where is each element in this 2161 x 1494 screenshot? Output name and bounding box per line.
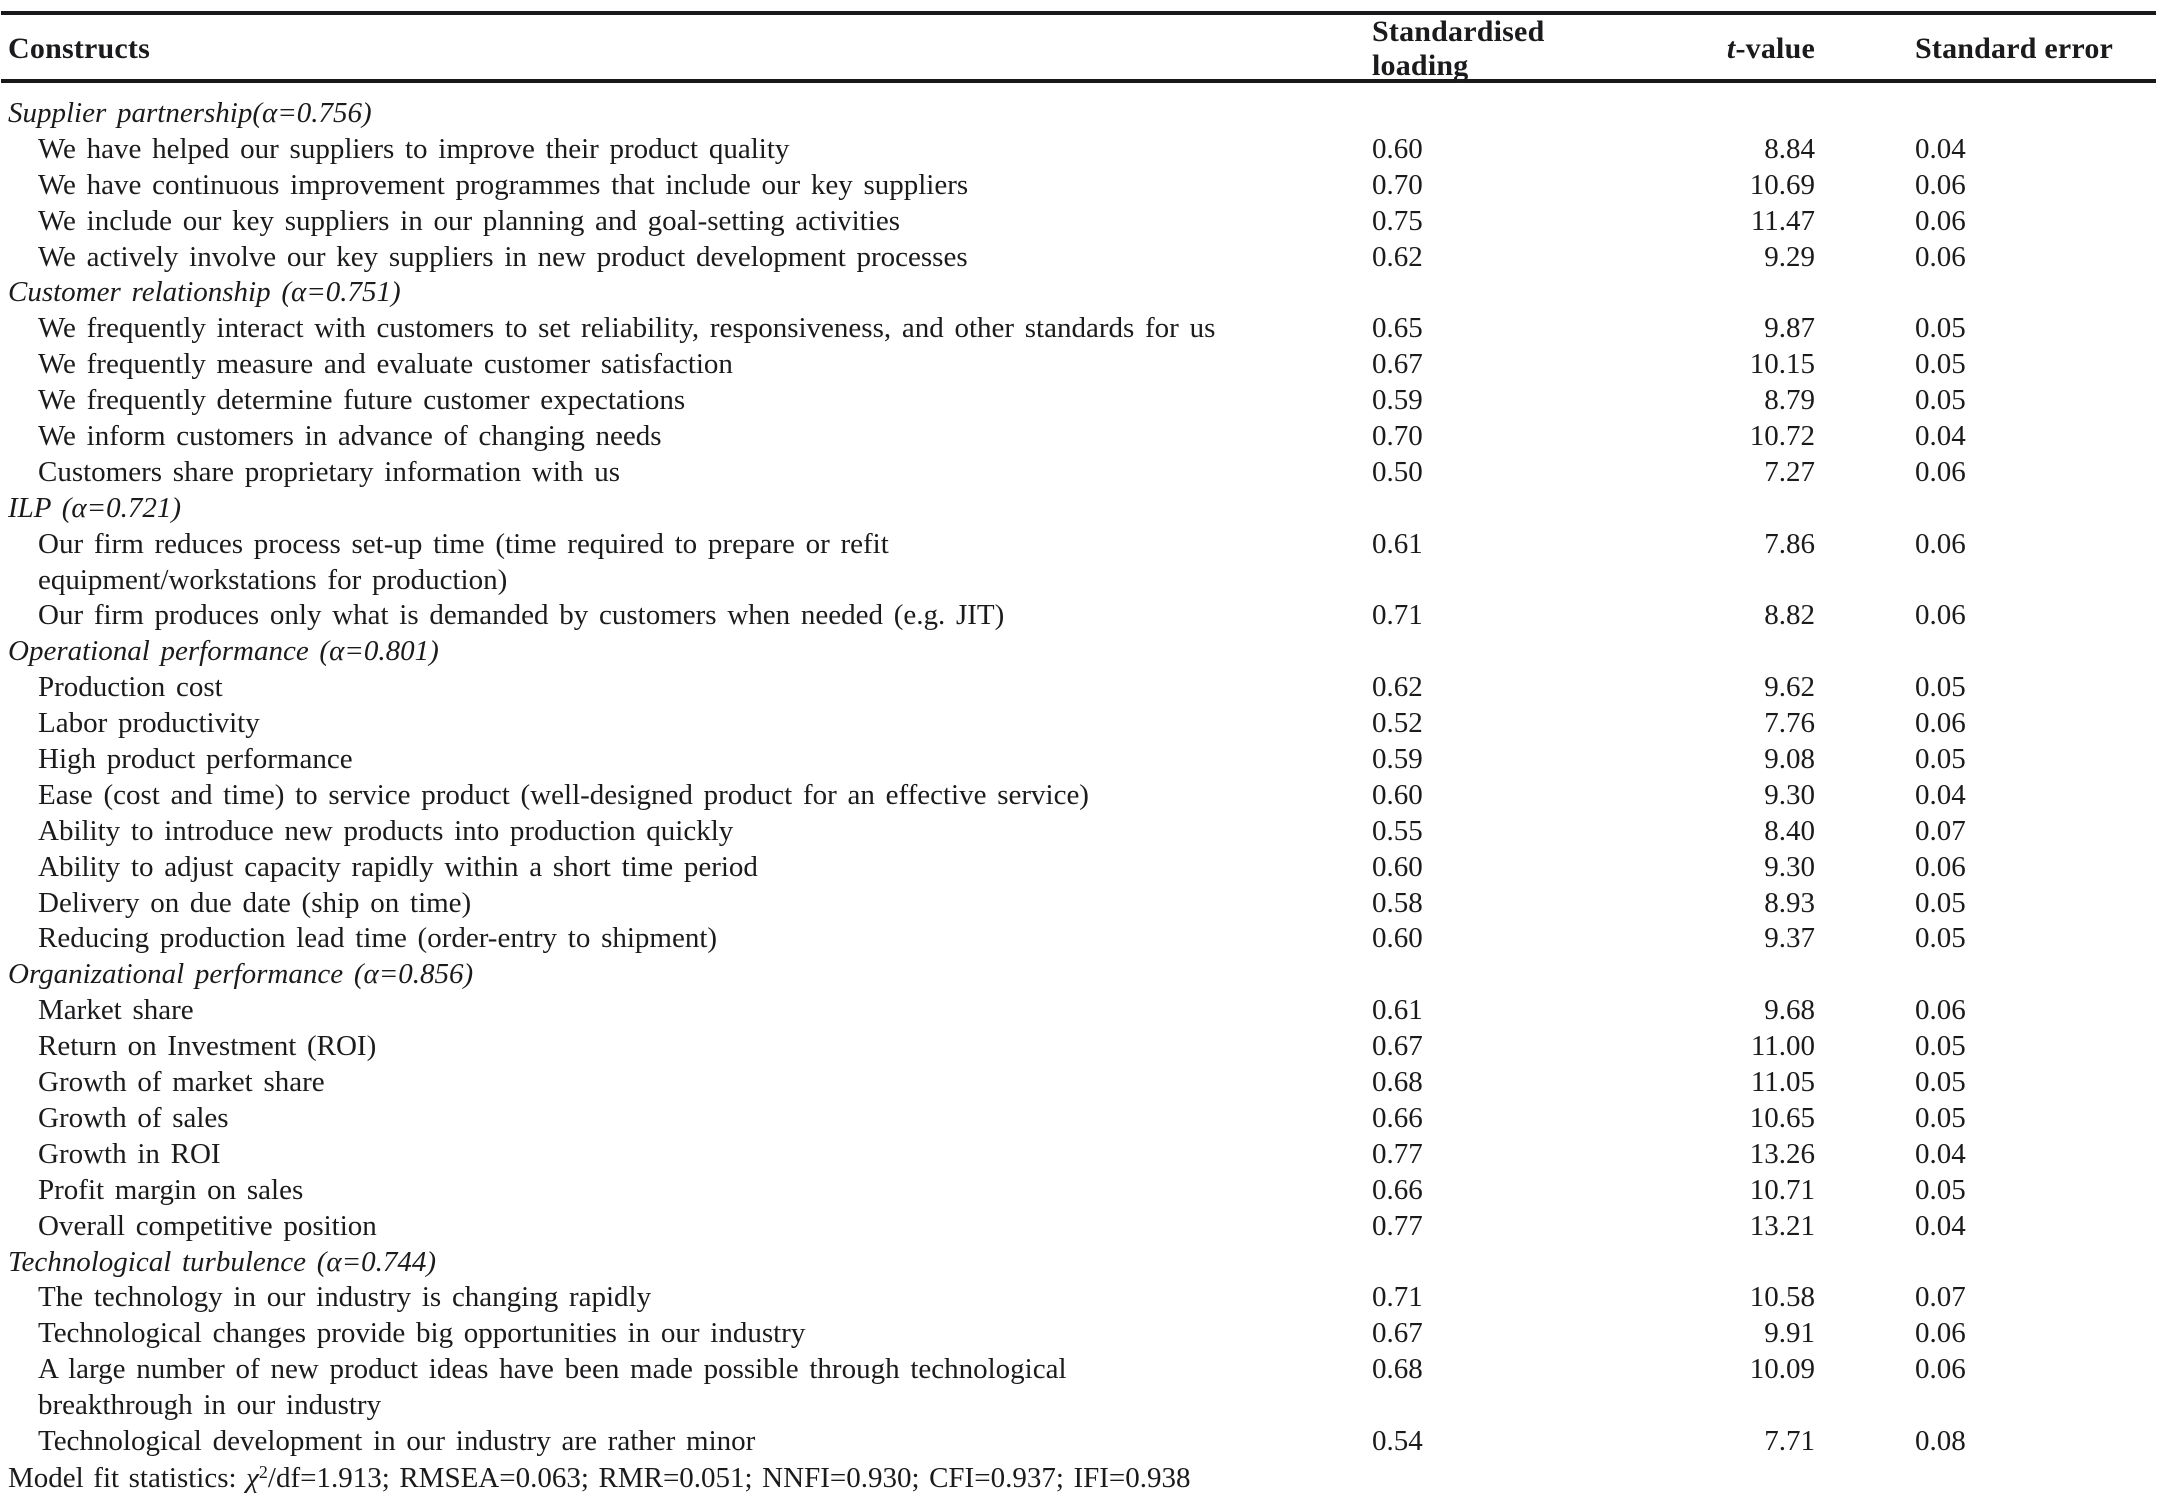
table-row-item [0, 240, 2161, 276]
loading-cell: 0.52 [1372, 707, 1423, 740]
stderr-cell: 0.04 [1915, 778, 1966, 811]
tvalue-cell: 9.91 [1764, 1317, 1815, 1350]
construct-cell: Technological turbulence (α=0.744) [8, 1245, 437, 1278]
loading-cell: 0.66 [1372, 1173, 1423, 1206]
tvalue-cell: 7.27 [1764, 455, 1815, 488]
tvalue-cell: 10.58 [1749, 1281, 1815, 1314]
tvalue-cell [1614, 1245, 1815, 1281]
loading-cell [1364, 1388, 1614, 1424]
table-row-item [0, 814, 2161, 850]
loading-cell [1364, 957, 1614, 993]
stderr-cell: 0.04 [1915, 420, 1966, 453]
table-row-section [0, 96, 2161, 132]
table-row-item [0, 311, 2161, 347]
loading-cell: 0.65 [1372, 312, 1423, 345]
stderr-cell: 0.04 [1915, 1209, 1966, 1242]
tvalue-cell: 7.86 [1764, 527, 1815, 560]
construct-cell: Growth of market share [38, 1066, 325, 1099]
stderr-cell: 0.05 [1915, 384, 1966, 417]
tvalue-cell: 7.76 [1764, 707, 1815, 740]
tvalue-cell: 10.15 [1749, 348, 1815, 381]
construct-cell: Reducing production lead time (order-entry to shipment) [38, 922, 718, 955]
stderr-cell [1815, 275, 2161, 311]
construct-cell: Overall competitive position [38, 1209, 377, 1242]
construct-cell: Market share [38, 994, 194, 1027]
stderr-cell: 0.06 [1915, 707, 1966, 740]
construct-cell: We inform customers in advance of changing needs [38, 420, 662, 453]
construct-cell: We frequently determine future customer expectations [38, 384, 686, 417]
loading-cell: 0.77 [1372, 1209, 1423, 1242]
construct-cell: ILP (α=0.721) [8, 491, 182, 524]
stderr-cell: 0.04 [1915, 1137, 1966, 1170]
table-row-item [0, 1209, 2161, 1245]
construct-cell: Our firm reduces process set-up time (time required to prepare or refit [38, 527, 889, 560]
tvalue-cell [1614, 491, 1815, 527]
table-row-section [0, 491, 2161, 527]
tvalue-cell: 10.65 [1749, 1101, 1815, 1134]
loading-cell [1364, 96, 1614, 132]
construct-cell: Delivery on due date (ship on time) [38, 886, 472, 919]
loading-cell: 0.77 [1372, 1137, 1423, 1170]
loading-cell: 0.61 [1372, 994, 1423, 1027]
table-row-item [0, 706, 2161, 742]
loading-cell [1364, 275, 1614, 311]
construct-cell: Organizational performance (α=0.856) [8, 958, 474, 991]
table-row-item [0, 1029, 2161, 1065]
table-row-item [0, 670, 2161, 706]
table-row-section [0, 1245, 2161, 1281]
stderr-cell: 0.06 [1915, 599, 1966, 632]
table-row-item [0, 778, 2161, 814]
table-row-item [0, 383, 2161, 419]
table-row-item [0, 1280, 2161, 1316]
stderr-cell: 0.05 [1915, 743, 1966, 776]
construct-cell: equipment/workstations for production) [38, 563, 508, 596]
loading-cell: 0.61 [1372, 527, 1423, 560]
tvalue-cell [1614, 1388, 1815, 1424]
loading-cell: 0.67 [1372, 1317, 1423, 1350]
stderr-cell: 0.05 [1915, 312, 1966, 345]
model-fit-statistics-row [0, 1460, 2161, 1494]
tvalue-cell: 9.37 [1764, 922, 1815, 955]
construct-cell: Growth of sales [38, 1101, 229, 1134]
column-header-constructs: Constructs [8, 32, 150, 65]
table-row-cont [0, 1388, 2161, 1424]
loading-cell [1364, 563, 1614, 599]
loading-cell: 0.54 [1372, 1424, 1423, 1457]
table-row-section [0, 957, 2161, 993]
construct-cell: Technological development in our industry are rather minor [38, 1424, 756, 1457]
table-row-item [0, 347, 2161, 383]
stderr-cell [1815, 1245, 2161, 1281]
tvalue-cell [1614, 634, 1815, 670]
construct-cell: Ability to adjust capacity rapidly within a short time period [38, 850, 758, 883]
stderr-cell: 0.05 [1915, 671, 1966, 704]
stderr-cell: 0.05 [1915, 922, 1966, 955]
tvalue-cell: 11.05 [1750, 1066, 1815, 1099]
construct-cell: We frequently interact with customers to set reliability, responsiveness, and other standards for us [38, 312, 1216, 345]
stderr-cell: 0.06 [1915, 994, 1966, 1027]
table-body [0, 83, 2161, 1460]
tvalue-cell: 13.21 [1749, 1209, 1815, 1242]
stderr-cell: 0.05 [1915, 348, 1966, 381]
construct-cell: Supplier partnership(α=0.756) [8, 97, 372, 129]
loading-cell: 0.60 [1372, 850, 1423, 883]
stderr-cell: 0.06 [1915, 240, 1966, 273]
loading-cell: 0.70 [1372, 420, 1423, 453]
loading-cell [1364, 1245, 1614, 1281]
loading-cell: 0.66 [1372, 1101, 1423, 1134]
construct-cell: Technological changes provide big opportunities in our industry [38, 1317, 806, 1350]
construct-cell: High product performance [38, 743, 353, 776]
table-row-item [0, 204, 2161, 240]
stderr-cell: 0.05 [1915, 1101, 1966, 1134]
tvalue-cell: 10.09 [1749, 1353, 1815, 1386]
loading-cell: 0.60 [1372, 922, 1423, 955]
construct-cell: We include our key suppliers in our planning and goal-setting activities [38, 204, 900, 237]
table-row-item [0, 993, 2161, 1029]
table-row-item [0, 132, 2161, 168]
stderr-cell: 0.04 [1915, 132, 1966, 165]
table-header-row [0, 15, 2161, 82]
loading-cell: 0.68 [1372, 1066, 1423, 1099]
construct-cell: Customer relationship (α=0.751) [8, 276, 401, 309]
stderr-cell: 0.06 [1915, 168, 1966, 201]
construct-cell: Growth in ROI [38, 1137, 221, 1170]
stderr-cell [1815, 96, 2161, 132]
table-row-section [0, 275, 2161, 311]
loading-cell: 0.67 [1372, 348, 1423, 381]
stderr-cell: 0.06 [1915, 455, 1966, 488]
table-row-item [0, 1352, 2161, 1388]
tvalue-cell [1614, 957, 1815, 993]
table-row-item [0, 527, 2161, 563]
construct-cell: We have helped our suppliers to improve their product quality [38, 132, 790, 165]
construct-cell: We have continuous improvement programmes that include our key suppliers [38, 168, 969, 201]
stderr-cell: 0.05 [1915, 886, 1966, 919]
tvalue-cell: 8.84 [1764, 132, 1815, 165]
loading-cell: 0.59 [1372, 743, 1423, 776]
stderr-cell: 0.08 [1915, 1424, 1966, 1457]
stderr-cell [1815, 563, 2161, 599]
construct-cell: Operational performance (α=0.801) [8, 635, 439, 668]
loading-cell: 0.75 [1372, 204, 1423, 237]
loading-cell: 0.58 [1372, 886, 1423, 919]
tvalue-cell: 9.30 [1764, 850, 1815, 883]
stderr-cell: 0.06 [1915, 204, 1966, 237]
table-row-item [0, 1424, 2161, 1460]
stderr-cell: 0.07 [1915, 1281, 1966, 1314]
loading-cell: 0.60 [1372, 132, 1423, 165]
tvalue-cell: 8.82 [1764, 599, 1815, 632]
loading-cell: 0.70 [1372, 168, 1423, 201]
loading-cell: 0.55 [1372, 814, 1423, 847]
chi-squared-exponent: 2 [258, 1461, 268, 1482]
loading-cell: 0.60 [1372, 778, 1423, 811]
loading-cell: 0.50 [1372, 455, 1423, 488]
construct-cell: breakthrough in our industry [38, 1389, 382, 1422]
table-row-item [0, 1101, 2161, 1137]
construct-cell: We actively involve our key suppliers in new product development processes [38, 240, 968, 273]
loading-cell: 0.62 [1372, 240, 1423, 273]
table-row-item [0, 742, 2161, 778]
stderr-cell: 0.06 [1915, 527, 1966, 560]
stderr-cell [1815, 634, 2161, 670]
stderr-cell: 0.06 [1915, 850, 1966, 883]
loading-cell: 0.62 [1372, 671, 1423, 704]
stderr-cell: 0.05 [1915, 1066, 1966, 1099]
stderr-cell [1815, 1388, 2161, 1424]
tvalue-cell: 8.93 [1764, 886, 1815, 919]
table-row-item [0, 1173, 2161, 1209]
stderr-cell [1815, 957, 2161, 993]
tvalue-cell: 10.72 [1749, 420, 1815, 453]
tvalue-cell: 8.40 [1764, 814, 1815, 847]
tvalue-cell: 9.08 [1764, 743, 1815, 776]
loading-cell: 0.67 [1372, 1030, 1423, 1063]
column-header-standard-error: Standard error [1915, 32, 2114, 65]
table-row-section [0, 634, 2161, 670]
tvalue-cell: 9.87 [1764, 312, 1815, 345]
table-row-item [0, 850, 2161, 886]
stderr-cell: 0.05 [1915, 1030, 1966, 1063]
table-row-item [0, 886, 2161, 922]
construct-cell: A large number of new product ideas have been made possible through technological [38, 1353, 1067, 1386]
tvalue-cell: 10.71 [1749, 1173, 1815, 1206]
tvalue-cell: 13.26 [1749, 1137, 1815, 1170]
t-value-italic-t: t [1726, 32, 1736, 65]
table-row-item [0, 168, 2161, 204]
tvalue-cell: 9.68 [1764, 994, 1815, 1027]
loading-cell: 0.59 [1372, 384, 1423, 417]
tvalue-cell: 11.00 [1750, 1030, 1815, 1063]
construct-cell: Return on Investment (ROI) [38, 1030, 377, 1063]
column-header-t-value [1614, 32, 1815, 66]
construct-cell: The technology in our industry is changing rapidly [38, 1281, 652, 1314]
tvalue-cell: 10.69 [1749, 168, 1815, 201]
tvalue-cell [1614, 96, 1815, 132]
table-row-item [0, 921, 2161, 957]
stderr-cell: 0.06 [1915, 1353, 1966, 1386]
construct-cell: Production cost [38, 671, 223, 704]
chi-symbol: χ [246, 1461, 259, 1494]
construct-cell: Profit margin on sales [38, 1173, 304, 1206]
stderr-cell [1815, 491, 2161, 527]
stderr-cell: 0.05 [1915, 1173, 1966, 1206]
construct-cell: Ability to introduce new products into production quickly [38, 814, 734, 847]
loading-cell: 0.68 [1372, 1353, 1423, 1386]
model-fit-values: /df=1.913; RMSEA=0.063; RMR=0.051; NNFI=0.930; CFI=0.937; IFI=0.938 [267, 1461, 1191, 1494]
loading-cell [1364, 634, 1614, 670]
tvalue-cell: 7.71 [1764, 1424, 1815, 1457]
construct-cell: Our firm produces only what is demanded by customers when needed (e.g. JIT) [38, 599, 1005, 632]
tvalue-cell: 9.29 [1764, 240, 1815, 273]
stderr-cell: 0.06 [1915, 1317, 1966, 1350]
tvalue-cell: 9.62 [1764, 671, 1815, 704]
loading-cell: 0.71 [1372, 599, 1423, 632]
tvalue-cell [1614, 275, 1815, 311]
table-row-item [0, 455, 2161, 491]
table-row-item [0, 419, 2161, 455]
construct-cell: Customers share proprietary information with us [38, 455, 620, 488]
tvalue-cell: 11.47 [1750, 204, 1815, 237]
column-header-standardised-loading: Standardised loading [1372, 15, 1545, 82]
tvalue-cell: 8.79 [1764, 384, 1815, 417]
tvalue-cell: 9.30 [1764, 778, 1815, 811]
table-row-item [0, 1316, 2161, 1352]
table-row-item [0, 1065, 2161, 1101]
stderr-cell: 0.07 [1915, 814, 1966, 847]
table-row-item [0, 598, 2161, 634]
loading-cell: 0.71 [1372, 1281, 1423, 1314]
model-fit-prefix: Model fit statistics: [8, 1461, 247, 1494]
tvalue-cell [1614, 563, 1815, 599]
loading-cell [1364, 491, 1614, 527]
table-row-item [0, 1137, 2161, 1173]
table-row-cont [0, 563, 2161, 599]
construct-cell: We frequently measure and evaluate customer satisfaction [38, 348, 733, 381]
construct-cell: Ease (cost and time) to service product (well-designed product for an effective service) [38, 778, 1089, 811]
construct-cell: Labor productivity [38, 707, 260, 740]
t-value-suffix: -value [1735, 32, 1815, 65]
